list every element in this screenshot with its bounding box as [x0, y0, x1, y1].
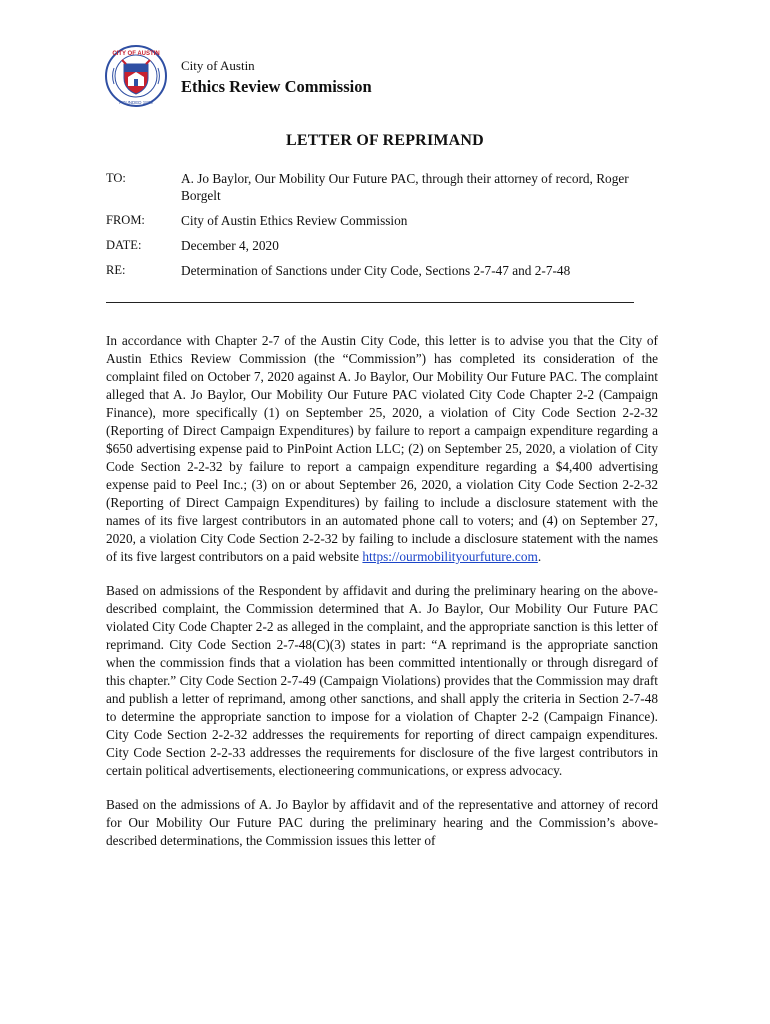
- seal-text-bottom: FOUNDED 1839: [119, 100, 153, 105]
- memo-from-row: [106, 212, 666, 229]
- memo-from-label: FROM:: [106, 213, 145, 227]
- memo-re-value: Determination of Sanctions under City Code, Sections 2-7-47 and 2-7-48: [181, 263, 571, 278]
- memo-to-row: [106, 170, 666, 204]
- memo-to-label: TO:: [106, 171, 126, 185]
- memo-to-value: A. Jo Baylor, Our Mobility Our Future PAC, through their attorney of record, Roger Borgelt: [181, 171, 629, 203]
- memo-re-label: RE:: [106, 263, 126, 277]
- memo-from-value: City of Austin Ethics Review Commission: [181, 213, 408, 228]
- campaign-website-link[interactable]: https://ourmobilityourfuture.com: [362, 549, 538, 564]
- city-name: City of Austin: [181, 58, 255, 73]
- paragraph-1-end: .: [537, 549, 542, 564]
- memo-date-value: December 4, 2020: [181, 238, 279, 253]
- city-seal-icon: [104, 44, 168, 108]
- letterhead-text: [181, 58, 372, 97]
- letterhead: [104, 44, 664, 114]
- letter-title: LETTER OF REPRIMAND: [286, 132, 484, 149]
- memo-date-label: DATE:: [106, 238, 142, 252]
- paragraph-1-text: In accordance with Chapter 2-7 of the Austin City Code, this letter is to advise you that the City of Austin Ethics Review Commission (the “Commission”) has completed its consideration of the complaint filed on October 7, 2020 against A. Jo Baylor, Our Mobility Our Future PAC. The complaint alleged that A. Jo Baylor, Our Mobility Our Future PAC violated City Code Chapter 2-2 (Campaign Finance), more specifically (1) on September 25, 2020, a violation of City Code Section 2-2-32 (Reporting of Direct Campaign Expenditures) by failure to report a campaign expenditure regarding a $650 advertising expense paid to PinPoint Action LLC; (2) on September 25, 2020, a violation of City Code Section 2-2-32 by failure to report a campaign expenditure regarding a $4,400 advertising expense paid to Peel Inc.; (3) on or about September 26, 2020, a violation City Code Section 2-2-32 (Reporting of Direct Campaign Expenditures) by failing to include a disclosure statement with the names of its five largest contributors in an automated phone call to voters; and (4) on September 27, 2020, a violation City Code Section 2-2-32 by failing to include a disclosure statement with the names of its five largest contributors on a paid website: [106, 333, 658, 564]
- seal-text-top: CITY OF AUSTIN: [112, 51, 160, 57]
- memo-block: [106, 170, 666, 287]
- memo-re-row: [106, 262, 666, 279]
- header-divider: [106, 302, 634, 303]
- commission-name: Ethics Review Commission: [181, 77, 372, 96]
- body-paragraph-1: [106, 332, 658, 566]
- body-paragraph-2: Based on admissions of the Respondent by affidavit and during the preliminary hearing on the above-described complaint, the Commission determined that A. Jo Baylor, Our Mobility Our Future PAC violated City Code Chapter 2-2 as alleged in the complaint, and the appropriate sanction is this letter of reprimand. City Code Section 2-7-48(C)(3) states in part: “A reprimand is the appropriate sanction when the commission finds that a violation has been committed intentionally or through disregard of this chapter.” City Code Section 2-7-49 (Campaign Violations) provides that the Commission may draft and publish a letter of reprimand, among other sanctions, and shall apply the criteria in Section 2-7-48 to determine the appropriate sanction to impose for a violation of Chapter 2-2 (Campaign Finance). City Code Section 2-2-32 addresses the requirements for reporting of direct campaign expenditures. City Code Section 2-2-33 addresses the requirements for disclosure of the five largest contributors in certain political advertisements, electioneering communications, or express advocacy.: [106, 583, 658, 778]
- letter-body: [106, 332, 658, 866]
- body-paragraph-3: Based on the admissions of A. Jo Baylor by affidavit and of the representative and attorney of record for Our Mobility Our Future PAC during the preliminary hearing and the Commission’s above-described determinations, the Commission issues this letter of: [106, 797, 658, 848]
- memo-date-row: [106, 237, 666, 254]
